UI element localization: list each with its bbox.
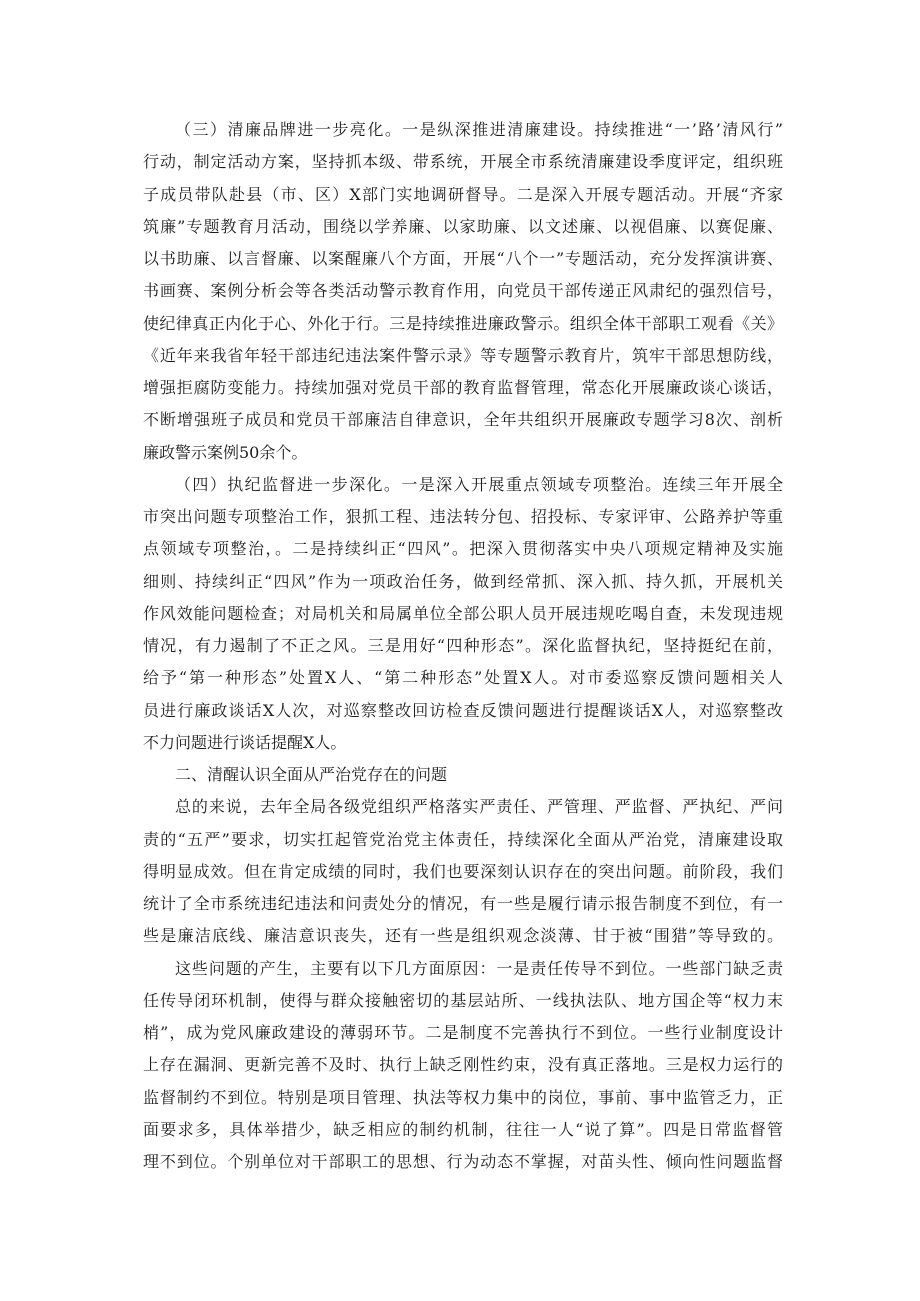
- text-line: 以书助廉、以言督廉、以案醒廉八个方面，开展“八个一”专题活动，充分发挥演讲赛、: [143, 249, 783, 268]
- text-line: 行动，制定活动方案，坚持抓本级、带系统，开展全市系统清廉建设季度评定，组织班: [143, 152, 783, 172]
- text-line: 上存在漏洞、更新完善不及时、执行上缺乏刚性约束，没有真正落地。三是权力运行的: [143, 1055, 783, 1075]
- text-line: 责的“五严”要求，切实扛起管党治党主体责任，持续深化全面从严治党，清廉建设取: [143, 829, 783, 849]
- paragraph-section-3: [143, 114, 783, 469]
- text-line: 员进行廉政谈话X人次，对巡察整改回访检查反馈问题进行提醒谈话X人，对巡察整改: [143, 700, 783, 720]
- text-line: 给予“第一种形态”处置X人、“第二种形态”处置X人。对市委巡察反馈问题相关人: [143, 668, 783, 688]
- text-line: 细则、持续纠正“四风”作为一项政治任务，做到经常抓、深入抓、持久抓，开展机关: [143, 571, 783, 591]
- text-line: 增强拒腐防变能力。持续加强对党员干部的教育监督管理，常态化开展廉政谈心谈话，: [143, 378, 783, 397]
- text-line: 作风效能问题检查；对局机关和局属单位全部公职人员开展违规吃喝自查，未发现违规: [143, 603, 783, 623]
- text-line: 总的来说，去年全局各级党组织严格落实严责任、严管理、严监督、严执纪、严问: [175, 797, 783, 817]
- text-line: 《近年来我省年轻干部违纪违法案件警示录》等专题警示教育片，筑牢干部思想防线，: [143, 345, 783, 365]
- text-line: 些是廉洁底线、廉洁意识丧失，还有一些是组织观念淡薄、甘于被“围猎”等导致的。: [143, 926, 783, 946]
- text-line: （三）清廉品牌进一步亮化。一是纵深推进清廉建设。持续推进“一’路’清风行”: [175, 120, 783, 139]
- text-line: 理不到位。个别单位对干部职工的思想、行为动态不掌握，对苗头性、倾向性问题监督: [143, 1152, 783, 1171]
- text-line: 监督制约不到位。特别是项目管理、执法等权力集中的岗位，事前、事中监管乏力，正: [143, 1087, 783, 1107]
- text-line: （四）执纪监督进一步深化。一是深入开展重点领域专项整治。连续三年开展全: [175, 474, 783, 494]
- text-line: 得明显成效。但在肯定成绩的同时，我们也要深刻认识存在的突出问题。前阶段，我们: [143, 861, 783, 881]
- text-line: 统计了全市系统违纪违法和问责处分的情况，有一些是履行请示报告制度不到位，有一: [143, 894, 783, 913]
- text-line: 这些问题的产生，主要有以下几方面原因：一是责任传导不到位。一些部门缺乏责: [175, 958, 783, 978]
- text-line: 面要求多，具体举措少，缺乏相应的制约机制，往往一人“说了算”。四是日常监督管: [143, 1119, 783, 1139]
- text-line: 廉政警示案例50余个。: [143, 442, 308, 462]
- text-line: 不力问题进行谈话提醒X人。: [143, 732, 347, 752]
- text-line: 子成员带队赴县（市、区）X部门实地调研督导。二是深入开展专题活动。开展“齐家: [143, 184, 783, 204]
- document-body: [143, 114, 783, 1178]
- paragraph-causes: [143, 953, 783, 1179]
- text-line: 任传导闭环机制，使得与群众接触密切的基层站所、一线执法队、地方国企等“权力末: [143, 990, 783, 1010]
- text-line: 梢”，成为党风廉政建设的薄弱环节。二是制度不完善执行不到位。一些行业制度设计: [143, 1023, 783, 1042]
- heading-line: 二、清醒认识全面从严治党存在的问题: [175, 765, 448, 784]
- paragraph-section-4: [143, 469, 783, 759]
- text-line: 使纪律真正内化于心、外化于行。三是持续推进廉政警示。组织全体干部职工观看《关》: [143, 313, 783, 333]
- section-heading: [143, 759, 783, 791]
- text-line: 情况，有力遏制了不正之风。三是用好“四种形态”。深化监督执纪，坚持挺纪在前，: [143, 636, 783, 655]
- paragraph-summary: [143, 791, 783, 952]
- text-line: 不断增强班子成员和党员干部廉洁自律意识，全年共组织开展廉政专题学习8次、剖析: [143, 410, 783, 430]
- text-line: 书画赛、案例分析会等各类活动警示教育作用，向党员干部传递正风肃纪的强烈信号，: [143, 281, 783, 301]
- text-line: 点领域专项整治，。二是持续纠正“四风”。把深入贯彻落实中央八项规定精神及实施: [143, 539, 783, 559]
- text-line: 市突出问题专项整治工作，狠抓工程、违法转分包、招投标、专家评审、公路养护等重: [143, 507, 783, 526]
- text-line: 筑廉”专题教育月活动，围绕以学养廉、以家助廉、以文述廉、以视倡廉、以赛促廉、: [143, 216, 783, 236]
